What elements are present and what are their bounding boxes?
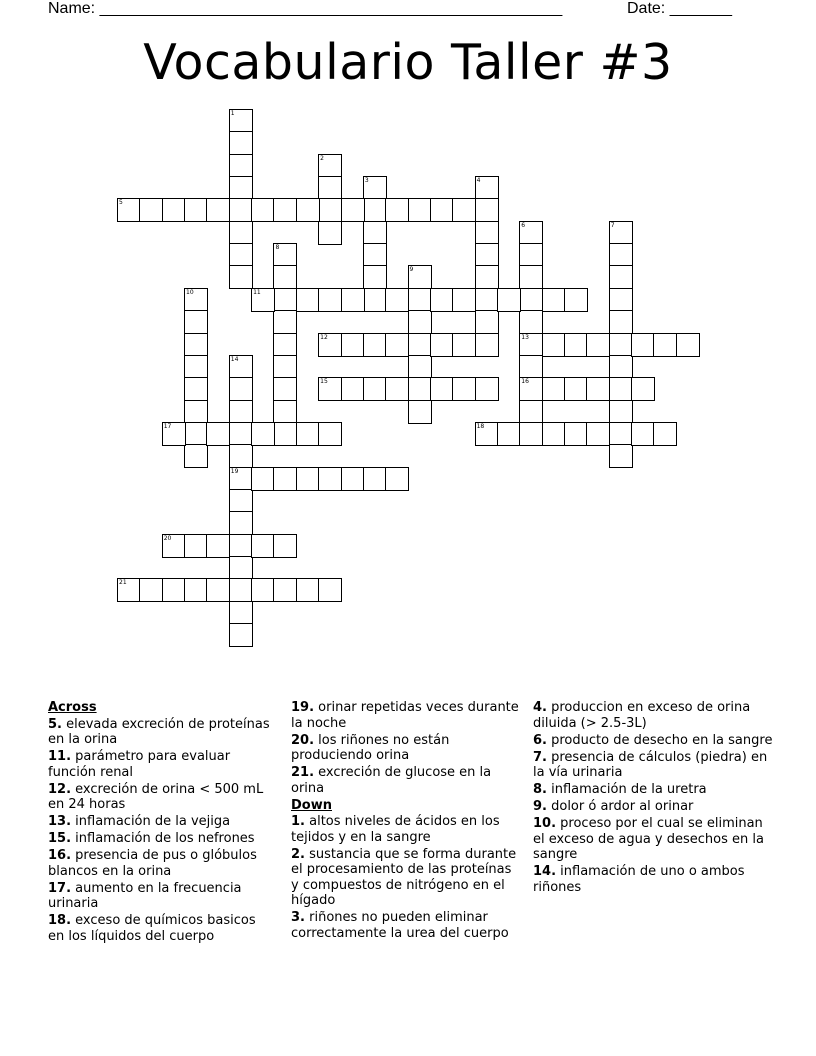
grid-cell[interactable] (229, 467, 253, 491)
grid-cell[interactable] (229, 444, 253, 468)
clue-text: proceso por el cual se eliminan el exceso de agua y desechos en la sangre (533, 816, 764, 862)
grid-cell[interactable] (519, 333, 543, 357)
clue-number: 18. (48, 913, 72, 928)
clue-number-label: 18 (476, 422, 485, 430)
grid-cell[interactable] (162, 422, 186, 446)
grid-cell[interactable] (586, 377, 610, 401)
grid-cell[interactable] (184, 288, 208, 312)
grid-cell[interactable] (586, 422, 610, 446)
grid-cell[interactable] (184, 333, 208, 357)
grid-cell[interactable] (609, 377, 633, 401)
clue-across-11 (48, 749, 276, 780)
clue-number-label: 17 (163, 422, 172, 430)
grid-cell[interactable] (273, 243, 297, 267)
grid-cell[interactable] (229, 489, 253, 513)
clues-column-1 (48, 700, 276, 946)
clue-number-label: 8 (275, 244, 280, 252)
clue-text: dolor ó ardor al orinar (546, 799, 694, 814)
page-title: Vocabulario Taller #3 (143, 34, 673, 91)
grid-cell[interactable] (229, 556, 253, 580)
clue-down-14 (533, 864, 773, 895)
clue-number: 11. (48, 749, 72, 764)
grid-cell[interactable] (184, 377, 208, 401)
clue-number-label: 12 (320, 333, 328, 341)
clue-text: excreción de orina < 500 mL en 24 horas (48, 781, 264, 812)
grid-cell[interactable] (273, 288, 297, 312)
grid-cell[interactable] (564, 333, 588, 357)
grid-cell[interactable] (184, 400, 208, 424)
clue-text: los riñones no están produciendo orina (291, 732, 450, 763)
grid-cell[interactable] (318, 467, 342, 491)
grid-cell[interactable] (519, 243, 543, 267)
grid-cell[interactable] (676, 333, 700, 357)
clue-across-5 (48, 717, 276, 748)
grid-cell[interactable] (229, 131, 253, 155)
clue-number-label: 2 (320, 154, 324, 162)
clue-text: inflamación de la vejiga (71, 814, 231, 829)
clue-number-label: 19 (230, 467, 239, 475)
grid-cell[interactable] (273, 265, 297, 289)
grid-cell[interactable] (296, 198, 320, 222)
name-field[interactable]: Name: ____________________________________________________ (48, 0, 563, 17)
grid-cell[interactable] (653, 422, 677, 446)
grid-cell[interactable] (229, 355, 253, 379)
grid-cell[interactable] (229, 400, 253, 424)
clue-number: 2. (291, 846, 305, 862)
grid-cell[interactable] (497, 422, 521, 446)
grid-cell[interactable] (475, 333, 499, 357)
grid-cell[interactable] (519, 400, 543, 424)
grid-cell[interactable] (609, 400, 633, 424)
grid-cell[interactable] (296, 467, 320, 491)
grid-cell[interactable] (363, 198, 387, 222)
grid-cell[interactable] (229, 198, 253, 222)
grid-cell[interactable] (363, 377, 387, 401)
grid-cell[interactable] (229, 176, 253, 200)
grid-cell[interactable] (542, 288, 566, 312)
grid-cell[interactable] (184, 355, 208, 379)
clue-number: 7. (533, 749, 547, 765)
clue-down-8 (533, 782, 773, 798)
grid-cell[interactable] (273, 422, 297, 446)
clue-across-13 (48, 814, 276, 830)
grid-cell[interactable] (162, 534, 186, 558)
clue-number: 12. (48, 781, 72, 797)
clue-number: 13. (48, 814, 72, 829)
grid-cell[interactable] (408, 333, 432, 357)
grid-cell[interactable] (519, 310, 543, 334)
grid-cell[interactable] (229, 109, 253, 133)
clue-number-label: 14 (230, 355, 239, 363)
clue-number: 4. (533, 700, 547, 715)
grid-cell[interactable] (341, 198, 365, 222)
grid-cell[interactable] (341, 467, 365, 491)
clue-number-label: 7 (610, 221, 615, 229)
grid-cell[interactable] (318, 154, 342, 178)
grid-cell[interactable] (206, 198, 230, 222)
clue-text: inflamación de uno o ambos riñones (533, 864, 745, 895)
grid-cell[interactable] (273, 333, 297, 357)
grid-cell[interactable] (296, 422, 320, 446)
grid-cell[interactable] (609, 243, 633, 267)
grid-cell[interactable] (609, 355, 633, 379)
grid-cell[interactable] (542, 377, 566, 401)
grid-cell[interactable] (318, 377, 342, 401)
grid-cell[interactable] (273, 310, 297, 334)
grid-cell[interactable] (184, 198, 208, 222)
clue-number-label: 20 (163, 534, 172, 542)
grid-cell[interactable] (609, 333, 633, 357)
grid-cell[interactable] (452, 288, 476, 312)
grid-cell[interactable] (475, 176, 499, 200)
clues-column-2 (291, 700, 519, 943)
grid-cell[interactable] (408, 355, 432, 379)
grid-cell[interactable] (229, 511, 253, 535)
grid-cell[interactable] (296, 578, 320, 602)
grid-cell[interactable] (475, 243, 499, 267)
clue-across-16 (48, 848, 276, 879)
grid-cell[interactable] (475, 310, 499, 334)
clue-across-15 (48, 831, 276, 847)
grid-cell[interactable] (139, 198, 163, 222)
grid-cell[interactable] (408, 377, 432, 401)
clues-column-3 (533, 700, 773, 897)
clue-number: 19. (291, 700, 315, 715)
clue-down-10 (533, 816, 773, 863)
clue-number-label: 4 (476, 177, 481, 185)
clue-number-label: 9 (409, 266, 414, 274)
grid-cell[interactable] (609, 444, 633, 468)
grid-cell[interactable] (341, 288, 365, 312)
grid-cell[interactable] (251, 467, 275, 491)
clue-text: parámetro para evaluar función renal (48, 749, 231, 780)
grid-cell[interactable] (251, 534, 275, 558)
grid-cell[interactable] (273, 578, 297, 602)
clue-number: 10. (533, 816, 557, 831)
grid-cell[interactable] (430, 198, 454, 222)
clue-number-label: 11 (253, 288, 261, 296)
grid-cell[interactable] (542, 333, 566, 357)
grid-cell[interactable] (341, 333, 365, 357)
grid-cell[interactable] (408, 310, 432, 334)
clue-number-label: 15 (320, 378, 328, 386)
grid-cell[interactable] (542, 422, 566, 446)
grid-cell[interactable] (318, 333, 342, 357)
grid-cell[interactable] (609, 265, 633, 289)
grid-cell[interactable] (273, 400, 297, 424)
clue-text: producto de desecho en la sangre (546, 732, 773, 748)
grid-cell[interactable] (497, 288, 521, 312)
date-field[interactable]: Date: _______ (627, 0, 732, 17)
grid-cell[interactable] (318, 198, 342, 222)
across-heading: Across (48, 700, 97, 715)
clue-across-17 (48, 881, 276, 912)
clue-down-3 (291, 910, 519, 941)
clue-down-6 (533, 733, 773, 749)
grid-cell[interactable] (475, 221, 499, 245)
grid-cell[interactable] (564, 288, 588, 312)
clue-down-7 (533, 750, 773, 781)
grid-cell[interactable] (519, 265, 543, 289)
clue-number-label: 13 (521, 333, 529, 341)
clue-across-21 (291, 765, 519, 796)
clue-down-4 (533, 700, 773, 731)
grid-cell[interactable] (475, 265, 499, 289)
grid-cell[interactable] (251, 288, 275, 312)
grid-cell[interactable] (318, 176, 342, 200)
clue-number-label: 6 (521, 221, 526, 229)
grid-cell[interactable] (251, 422, 275, 446)
grid-cell[interactable] (296, 288, 320, 312)
grid-cell[interactable] (385, 198, 409, 222)
grid-cell[interactable] (519, 377, 543, 401)
grid-cell[interactable] (273, 467, 297, 491)
clue-text: inflamación de los nefrones (71, 831, 255, 846)
grid-cell[interactable] (385, 333, 409, 357)
grid-cell[interactable] (117, 198, 141, 222)
clue-text: inflamación de la uretra (546, 782, 707, 797)
clue-down-2 (291, 847, 519, 909)
clue-number-label: 21 (119, 579, 127, 587)
clue-number: 20. (291, 732, 315, 748)
grid-cell[interactable] (564, 422, 588, 446)
grid-cell[interactable] (363, 265, 387, 289)
grid-cell[interactable] (631, 422, 655, 446)
grid-cell[interactable] (631, 333, 655, 357)
clue-text: aumento en la frecuencia urinaria (48, 880, 242, 911)
grid-cell[interactable] (318, 578, 342, 602)
grid-cell[interactable] (229, 601, 253, 625)
grid-cell[interactable] (430, 333, 454, 357)
grid-cell[interactable] (273, 534, 297, 558)
grid-cell[interactable] (139, 578, 163, 602)
grid-cell[interactable] (229, 377, 253, 401)
grid-cell[interactable] (273, 198, 297, 222)
grid-cell[interactable] (251, 198, 275, 222)
clue-down-1 (291, 814, 519, 845)
grid-cell[interactable] (229, 534, 253, 558)
grid-cell[interactable] (475, 198, 499, 222)
clue-text: presencia de cálculos (piedra) en la vía urinaria (533, 749, 768, 780)
clue-number: 21. (291, 765, 315, 780)
clue-text: excreción de glucose en la orina (291, 765, 492, 796)
grid-cell[interactable] (385, 467, 409, 491)
grid-cell[interactable] (251, 578, 275, 602)
grid-cell[interactable] (363, 176, 387, 200)
grid-cell[interactable] (229, 623, 253, 647)
grid-cell[interactable] (162, 198, 186, 222)
grid-cell[interactable] (318, 422, 342, 446)
grid-cell[interactable] (206, 534, 230, 558)
grid-cell[interactable] (363, 467, 387, 491)
grid-cell[interactable] (385, 377, 409, 401)
grid-cell[interactable] (586, 333, 610, 357)
grid-cell[interactable] (162, 578, 186, 602)
grid-cell[interactable] (341, 377, 365, 401)
clue-number: 15. (48, 831, 72, 846)
grid-cell[interactable] (206, 422, 230, 446)
clue-text: altos niveles de ácidos en los tejidos y en la sangre (291, 814, 500, 845)
clue-down-9 (533, 799, 773, 815)
clue-number-label: 3 (364, 177, 369, 185)
clue-text: produccion en exceso de orina diluida (> 2.5-3L) (533, 700, 751, 731)
grid-cell[interactable] (408, 400, 432, 424)
clue-number-label: 10 (186, 288, 194, 296)
grid-cell[interactable] (519, 288, 543, 312)
clue-number-label: 1 (230, 110, 235, 117)
grid-cell[interactable] (363, 288, 387, 312)
clue-number: 3. (291, 910, 305, 925)
grid-cell[interactable] (184, 422, 208, 446)
clue-number-label: 5 (119, 199, 123, 207)
clue-text: elevada excreción de proteínas en la orina (48, 716, 270, 747)
grid-cell[interactable] (229, 243, 253, 267)
grid-cell[interactable] (475, 422, 499, 446)
grid-cell[interactable] (229, 154, 253, 178)
clue-number: 14. (533, 864, 557, 879)
grid-cell[interactable] (475, 377, 499, 401)
grid-cell[interactable] (184, 444, 208, 468)
clue-number: 8. (533, 782, 547, 797)
grid-cell[interactable] (609, 288, 633, 312)
grid-cell[interactable] (519, 355, 543, 379)
clue-text: presencia de pus o glóbulos blancos en la orina (48, 848, 257, 879)
grid-cell[interactable] (318, 288, 342, 312)
grid-cell[interactable] (273, 355, 297, 379)
clue-text: riñones no pueden eliminar correctamente la urea del cuerpo (291, 910, 509, 941)
grid-cell[interactable] (564, 377, 588, 401)
grid-cell[interactable] (519, 221, 543, 245)
grid-cell[interactable] (117, 578, 141, 602)
clue-number: 6. (533, 732, 547, 748)
grid-cell[interactable] (475, 288, 499, 312)
clue-number: 17. (48, 880, 72, 896)
grid-cell[interactable] (452, 333, 476, 357)
grid-cell[interactable] (363, 333, 387, 357)
grid-cell[interactable] (229, 265, 253, 289)
grid-cell[interactable] (229, 422, 253, 446)
clue-text: exceso de químicos basicos en los líquidos del cuerpo (48, 913, 256, 944)
grid-cell[interactable] (318, 221, 342, 245)
grid-cell[interactable] (184, 578, 208, 602)
clue-across-20 (291, 733, 519, 764)
grid-cell[interactable] (229, 578, 253, 602)
grid-cell[interactable] (184, 534, 208, 558)
grid-cell[interactable] (408, 288, 432, 312)
grid-cell[interactable] (430, 288, 454, 312)
grid-cell[interactable] (631, 377, 655, 401)
clue-number: 5. (48, 716, 62, 732)
down-heading: Down (291, 797, 332, 813)
grid-cell[interactable] (653, 333, 677, 357)
clue-number-label: 16 (521, 378, 529, 386)
clue-number: 9. (533, 799, 547, 814)
grid-cell[interactable] (206, 578, 230, 602)
grid-cell[interactable] (609, 221, 633, 245)
grid-cell[interactable] (408, 265, 432, 289)
grid-cell[interactable] (184, 310, 208, 334)
grid-cell[interactable] (363, 221, 387, 245)
clue-across-19 (291, 700, 519, 731)
grid-cell[interactable] (452, 198, 476, 222)
clue-number: 1. (291, 814, 305, 829)
grid-cell[interactable] (519, 422, 543, 446)
clue-across-18 (48, 913, 276, 944)
clue-text: sustancia que se forma durante el procesamiento de las proteínas y compuestos de nitrógeno en el hígado (291, 846, 517, 908)
grid-cell[interactable] (430, 377, 454, 401)
clue-number: 16. (48, 848, 72, 863)
grid-cell[interactable] (229, 221, 253, 245)
grid-cell[interactable] (273, 377, 297, 401)
grid-cell[interactable] (452, 377, 476, 401)
clue-across-12 (48, 782, 276, 813)
grid-cell[interactable] (363, 243, 387, 267)
clue-text: orinar repetidas veces durante la noche (291, 700, 519, 731)
grid-cell[interactable] (609, 310, 633, 334)
grid-cell[interactable] (385, 288, 409, 312)
grid-cell[interactable] (609, 422, 633, 446)
grid-cell[interactable] (408, 198, 432, 222)
